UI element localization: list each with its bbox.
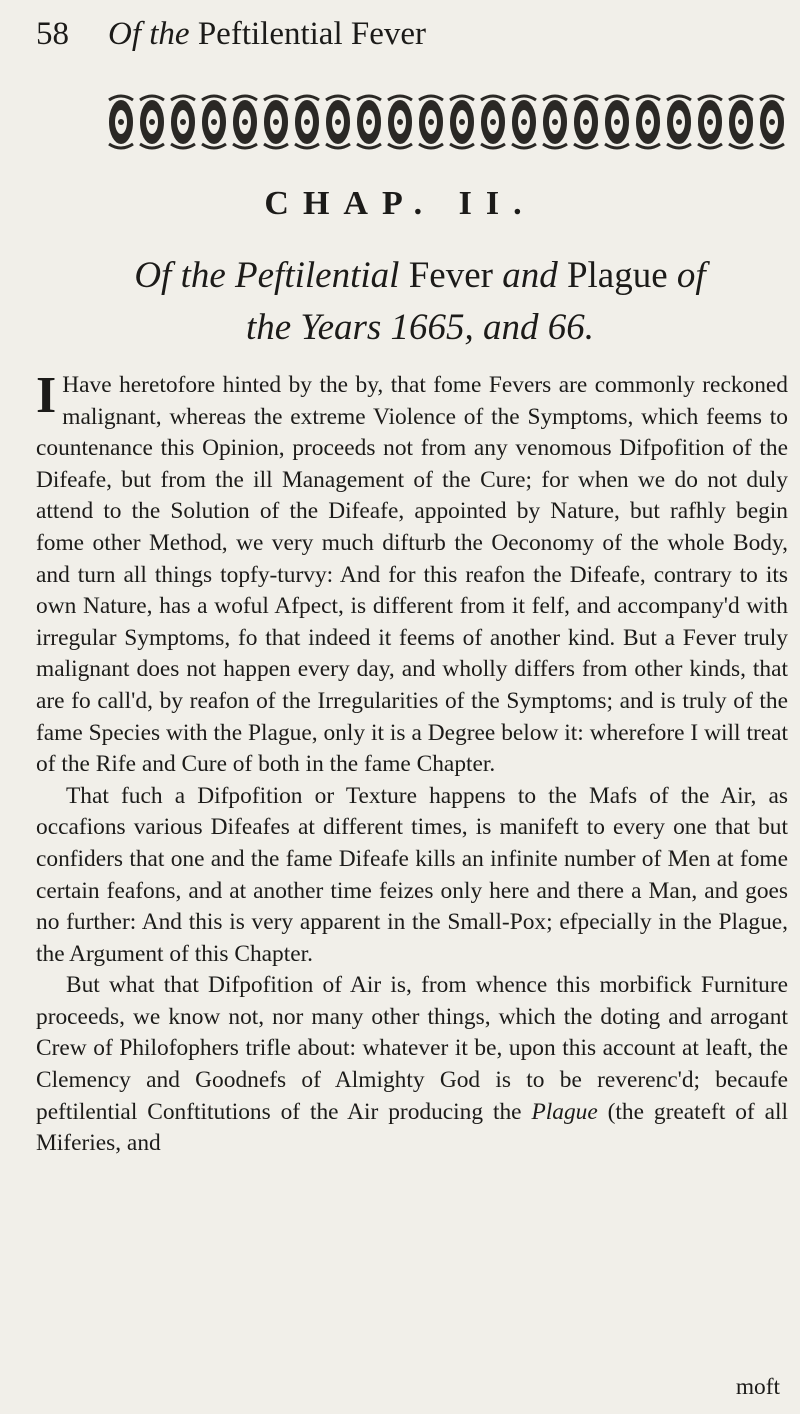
drop-cap: I xyxy=(36,367,57,424)
body-text xyxy=(36,367,788,1160)
running-head-prefix: Of the xyxy=(108,16,190,52)
chapter-title-line2: the Years 1665, and 66. xyxy=(245,307,595,348)
page-number: 58 xyxy=(36,16,69,52)
fleuron-band-icon xyxy=(106,92,786,154)
paragraph-1: I Have heretofore hinted by the by, that fome Fevers are commonly reckoned malignant, whereas the extreme Violence of the Symptoms, which feems to countenance this Opinion, proceeds not from any venomous Difpofition of the Difeafe, but from the ill Management of the Cure; for when we do not duly attend to the Solution of the Difeafe, appointed by Nature, but rafhly begin fome other Method, we very much difturb the Oeconomy of the whole Body, and turn all things topfy-turvy: And for this reafon the Difeafe, contrary to its own Nature, has a woful Afpect, is different from it felf, and accompany'd with irregular Symptoms, fo that indeed it feems of another kind. But a Fever truly malignant does not happen every day, and wholly differs from other kinds, that are fo call'd, by reafon of the Irregularities of the Symptoms; and is truly of the fame Species with the Plague, only it is a Degree below it: wherefore I will treat of the Rife and Cure of both in the fame Chapter. xyxy=(36,367,788,778)
chapter-heading: CHAP. II. xyxy=(264,185,536,222)
paragraph-3: But what that Difpofition of Air is, from whence this morbifick Furniture proceeds, we know not, nor many other things, which the doting and arrogant Crew of Philofophers trifle about: whatever it be, upon this account at leaft, the Clemency and Goodnefs of Almighty God is to be reverenc'd; becaufe peftilential Conftitutions of the Air producing the Plague (the greateft of all Miferies, and xyxy=(36,972,788,1157)
paragraph-2: That fuch a Difpofition or Texture happens to the Mafs of the Air, as occafions various Difeafes at different times, is manifeft to every one that but confiders that one and the fame Difeafe kills an infinite number of Men at fome certain feafons, and at another time feizes only here and there a Man, and goes no further: And this is very apparent in the Small-Pox; efpecially in the Plague, the Argument of this Chapter. xyxy=(36,782,788,967)
running-head xyxy=(36,14,596,54)
catchword: moft xyxy=(735,1374,780,1400)
chapter-title: Of the Peftilential Fever and Plague of the Years 1665, and 66. xyxy=(134,255,706,348)
running-head-title: Peftilential Fever xyxy=(197,16,427,52)
